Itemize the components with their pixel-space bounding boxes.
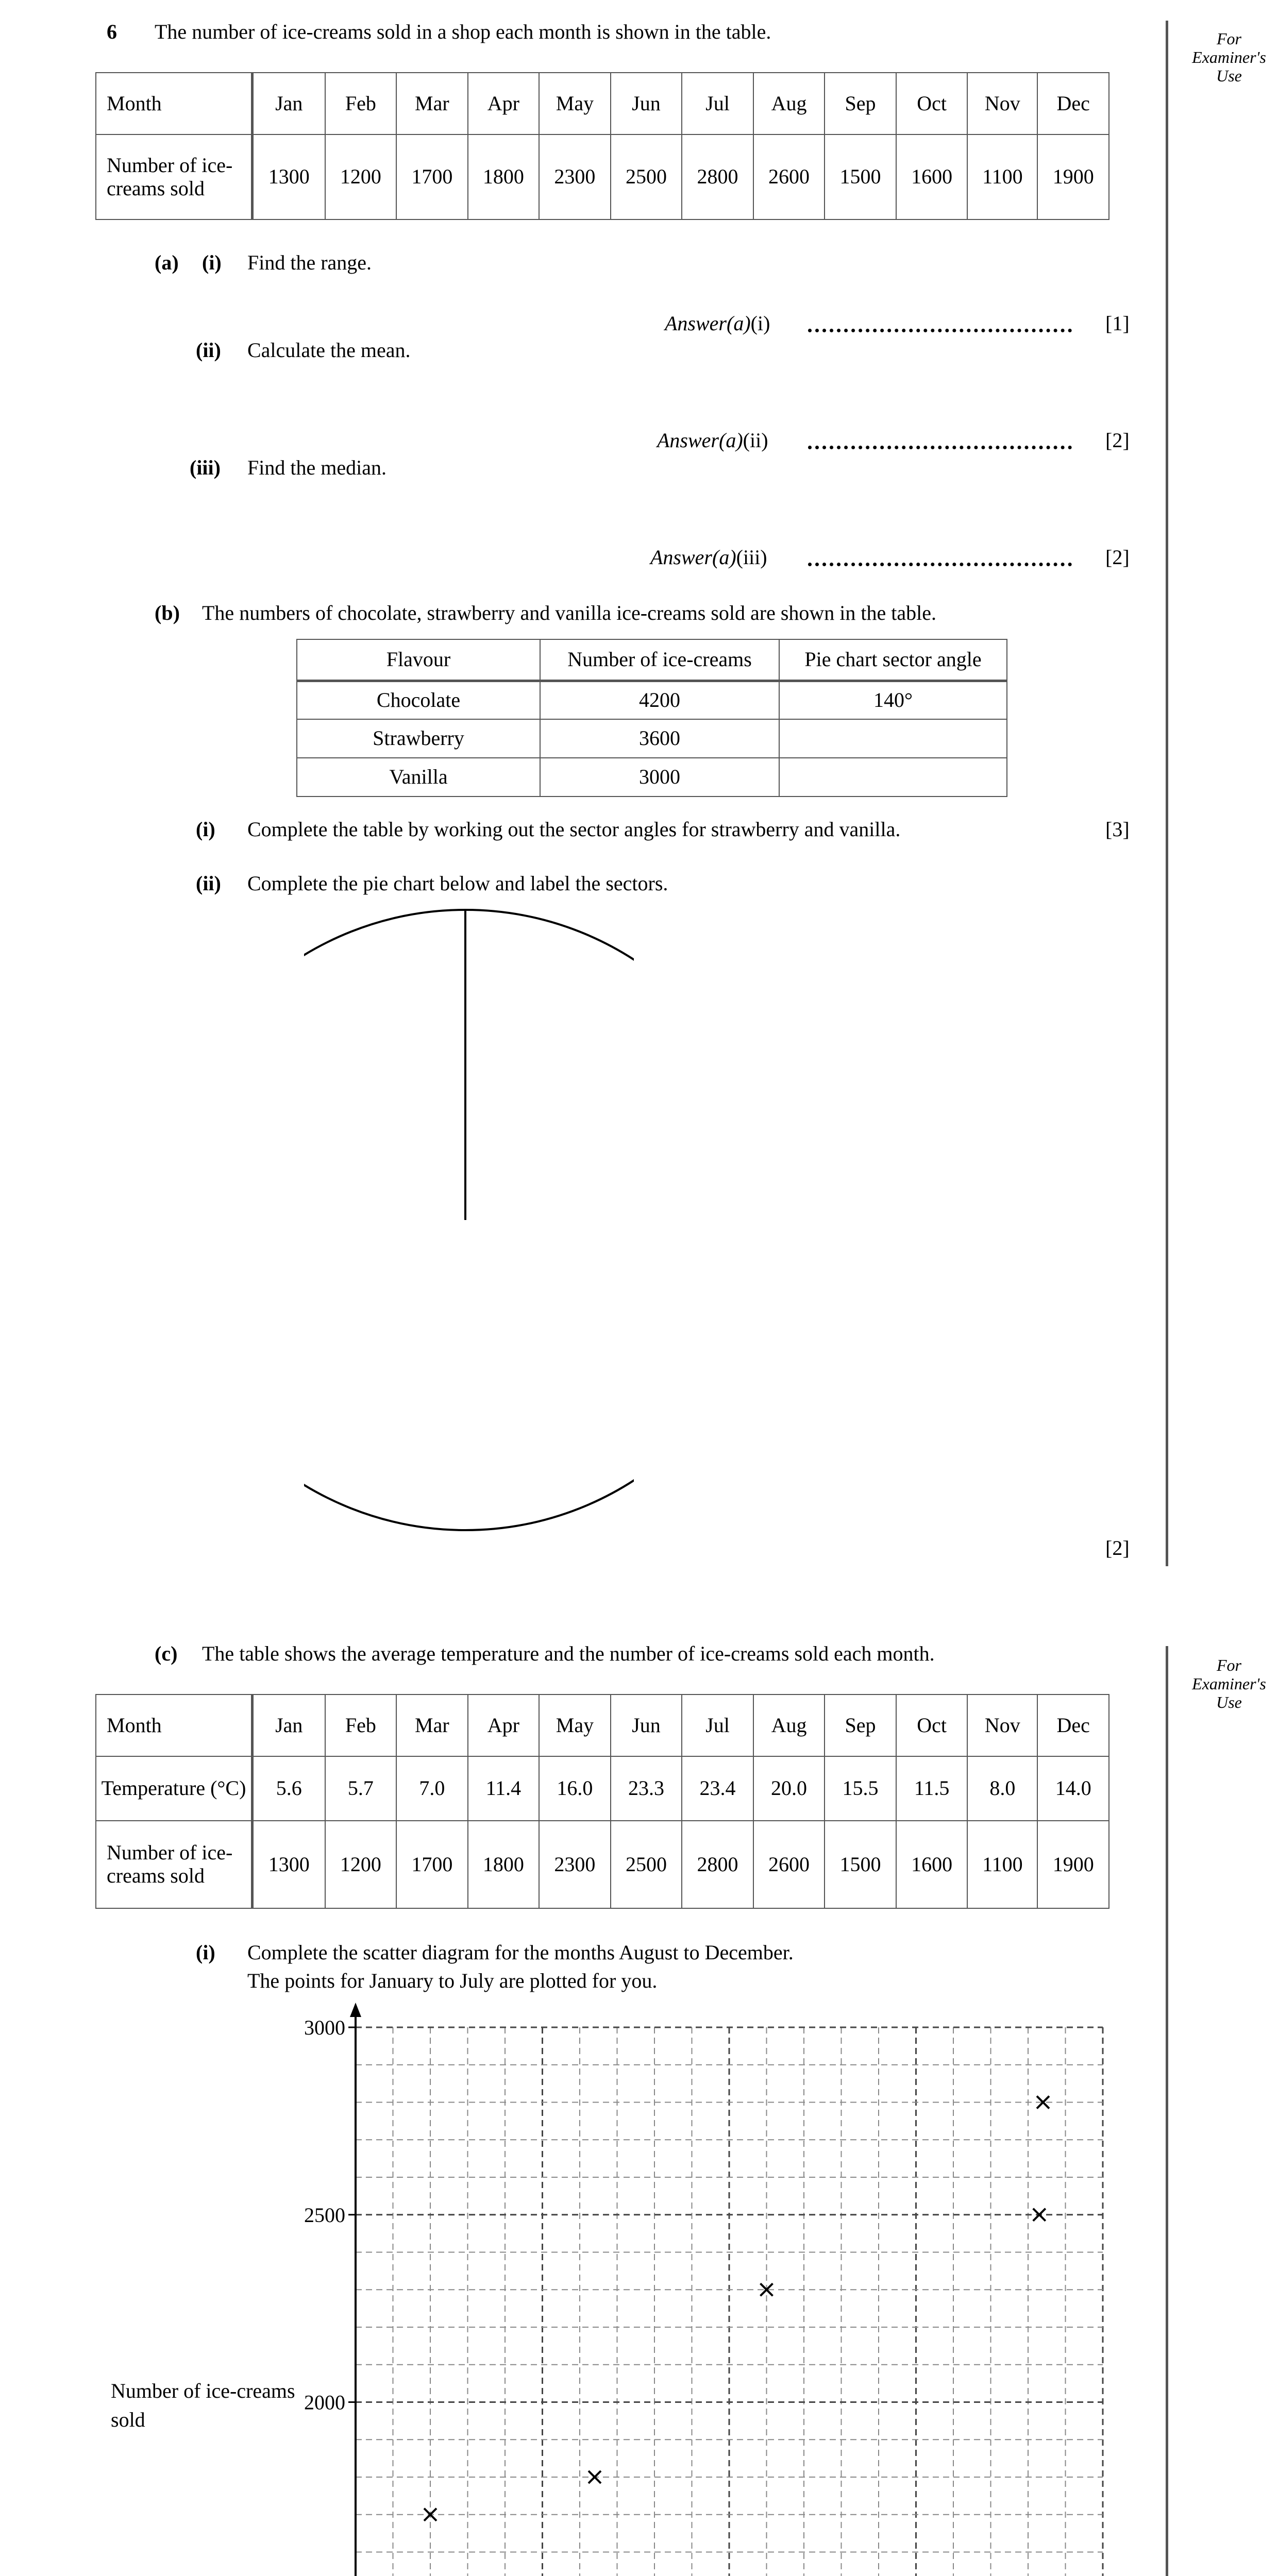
sales-cell: 1700 bbox=[396, 1821, 468, 1908]
sales-cell: 1200 bbox=[325, 134, 397, 219]
sales-cell: 1300 bbox=[253, 134, 325, 219]
sales-cell: 1600 bbox=[896, 1821, 968, 1908]
y-tick-label: 2500 bbox=[304, 2203, 345, 2227]
month-cell: Jan bbox=[253, 1694, 325, 1756]
part-b-i-label: (i) bbox=[196, 818, 215, 841]
month-cell: Nov bbox=[967, 73, 1037, 134]
temp-cell: 14.0 bbox=[1037, 1756, 1109, 1821]
marks-a-iii: [2] bbox=[1105, 546, 1130, 569]
part-c-i-label: (i) bbox=[196, 1941, 215, 1964]
month-cell: Sep bbox=[825, 1694, 896, 1756]
scatter-diagram[interactable] bbox=[258, 1999, 1165, 2576]
sales-cell: 1100 bbox=[967, 134, 1037, 219]
angle-input-cell[interactable] bbox=[779, 758, 1007, 796]
row-header-sales: Number of ice-creams sold bbox=[96, 1821, 253, 1908]
month-cell: Aug bbox=[753, 73, 825, 134]
part-a-i-label: (i) bbox=[202, 251, 222, 274]
angle-input-cell[interactable] bbox=[779, 719, 1007, 758]
pie-chart[interactable] bbox=[304, 907, 634, 1546]
part-c-label: (c) bbox=[155, 1642, 178, 1665]
answer-a-ii-line[interactable] bbox=[808, 446, 1072, 449]
part-b-ii-text: Complete the pie chart below and label the sectors. bbox=[247, 872, 668, 895]
month-cell: May bbox=[539, 73, 611, 134]
answer-a-i-label: Answer(a)(i) bbox=[665, 312, 770, 335]
marks-a-ii: [2] bbox=[1105, 429, 1130, 452]
sales-cell: 2800 bbox=[682, 134, 753, 219]
sales-cell: 1100 bbox=[967, 1821, 1037, 1908]
temp-cell: 7.0 bbox=[396, 1756, 468, 1821]
row-header-month: Month bbox=[96, 73, 253, 134]
question-number: 6 bbox=[107, 20, 117, 43]
temp-cell: 5.7 bbox=[325, 1756, 397, 1821]
sales-cell: 2500 bbox=[611, 1821, 682, 1908]
part-a-ii-text: Calculate the mean. bbox=[247, 338, 411, 362]
scatter-ylabel: Number of ice-creams sold bbox=[111, 2379, 295, 2431]
temp-cell: 11.5 bbox=[896, 1756, 968, 1821]
flavour-cell: Chocolate bbox=[297, 681, 540, 719]
month-cell: Feb bbox=[325, 73, 397, 134]
sales-cell: 1800 bbox=[468, 134, 540, 219]
answer-a-ii-label: Answer(a)(ii) bbox=[657, 429, 768, 452]
flavour-table bbox=[296, 639, 1007, 797]
marks-b-ii: [2] bbox=[1105, 1536, 1130, 1560]
sales-cell: 1200 bbox=[325, 1821, 397, 1908]
part-c-i-text1: Complete the scatter diagram for the months August to December. bbox=[247, 1941, 794, 1964]
temp-cell: 8.0 bbox=[967, 1756, 1037, 1821]
flavour-header: Flavour bbox=[297, 639, 540, 681]
sales-cell: 1300 bbox=[253, 1821, 325, 1908]
angle-cell: 140° bbox=[779, 681, 1007, 719]
temp-cell: 11.4 bbox=[468, 1756, 540, 1821]
part-c-i-text2: The points for January to July are plotted for you. bbox=[247, 1969, 658, 1992]
angle-header: Pie chart sector angle bbox=[779, 639, 1007, 681]
sales-cell: 1900 bbox=[1037, 1821, 1109, 1908]
sales-cell: 1600 bbox=[896, 134, 968, 219]
month-cell: Oct bbox=[896, 73, 968, 134]
part-a-iii-label: (iii) bbox=[190, 456, 221, 479]
month-cell: Dec bbox=[1037, 1694, 1109, 1756]
y-axis-arrow bbox=[350, 2003, 361, 2017]
number-cell: 3000 bbox=[540, 758, 779, 796]
sales-cell: 1500 bbox=[825, 134, 896, 219]
scatter-point-mar bbox=[424, 2509, 436, 2521]
sales-cell: 2600 bbox=[753, 1821, 825, 1908]
margin-rule-bottom bbox=[1166, 1646, 1168, 2576]
month-cell: Mar bbox=[396, 1694, 468, 1756]
part-b-ii-label: (ii) bbox=[196, 872, 221, 895]
margin-rule-top bbox=[1166, 21, 1168, 1566]
month-cell: Aug bbox=[753, 1694, 825, 1756]
answer-a-iii-line[interactable] bbox=[808, 563, 1072, 566]
temperature-table bbox=[95, 1694, 1109, 1909]
temp-cell: 16.0 bbox=[539, 1756, 611, 1821]
pie-circle[interactable] bbox=[304, 910, 634, 1530]
part-a-ii-label: (ii) bbox=[196, 338, 221, 362]
temp-cell: 5.6 bbox=[253, 1756, 325, 1821]
month-cell: Dec bbox=[1037, 73, 1109, 134]
scatter-point-jun bbox=[1033, 2209, 1046, 2221]
month-cell: Apr bbox=[468, 73, 540, 134]
answer-a-iii-label: Answer(a)(iii) bbox=[650, 546, 767, 569]
sales-cell: 2600 bbox=[753, 134, 825, 219]
part-a-label: (a) bbox=[155, 251, 179, 274]
row-header-temperature: Temperature (°C) bbox=[96, 1756, 253, 1821]
month-cell: Apr bbox=[468, 1694, 540, 1756]
temp-cell: 23.4 bbox=[682, 1756, 753, 1821]
month-cell: Oct bbox=[896, 1694, 968, 1756]
month-cell: Jun bbox=[611, 73, 682, 134]
y-tick-label: 3000 bbox=[304, 2016, 345, 2039]
month-cell: Mar bbox=[396, 73, 468, 134]
month-cell: May bbox=[539, 1694, 611, 1756]
part-a-iii-text: Find the median. bbox=[247, 456, 386, 479]
number-cell: 4200 bbox=[540, 681, 779, 719]
month-cell: Jan bbox=[253, 73, 325, 134]
sales-cell: 1700 bbox=[396, 134, 468, 219]
sales-cell: 2300 bbox=[539, 1821, 611, 1908]
part-b-i-text: Complete the table by working out the sector angles for strawberry and vanilla. bbox=[247, 818, 901, 841]
month-cell: Sep bbox=[825, 73, 896, 134]
month-cell: Feb bbox=[325, 1694, 397, 1756]
sales-cell: 1900 bbox=[1037, 134, 1109, 219]
month-cell: Jun bbox=[611, 1694, 682, 1756]
temp-cell: 23.3 bbox=[611, 1756, 682, 1821]
month-cell: Jul bbox=[682, 73, 753, 134]
row-header-month: Month bbox=[96, 1694, 253, 1756]
temp-cell: 15.5 bbox=[825, 1756, 896, 1821]
month-cell: Nov bbox=[967, 1694, 1037, 1756]
question-intro: The number of ice-creams sold in a shop each month is shown in the table. bbox=[155, 20, 771, 43]
part-c-text: The table shows the average temperature and the number of ice-creams sold each month. bbox=[202, 1642, 935, 1665]
sales-cell: 1500 bbox=[825, 1821, 896, 1908]
sales-cell: 2500 bbox=[611, 134, 682, 219]
sales-cell: 1800 bbox=[468, 1821, 540, 1908]
temp-cell: 20.0 bbox=[753, 1756, 825, 1821]
part-b-label: (b) bbox=[155, 601, 180, 624]
part-b-text: The numbers of chocolate, strawberry and vanilla ice-creams sold are shown in the table. bbox=[202, 601, 937, 624]
scatter-point-apr bbox=[588, 2471, 601, 2483]
answer-a-i-line[interactable] bbox=[808, 329, 1072, 332]
row-header-sales: Number of ice-creams sold bbox=[96, 134, 253, 219]
examiner-use-label: For Examiner's Use bbox=[1192, 29, 1266, 85]
number-cell: 3600 bbox=[540, 719, 779, 758]
y-tick-label: 2000 bbox=[304, 2391, 345, 2414]
sales-cell: 2800 bbox=[682, 1821, 753, 1908]
examiner-use-label-2: For Examiner's Use bbox=[1192, 1656, 1266, 1711]
marks-b-i: [3] bbox=[1105, 818, 1130, 841]
marks-a-i: [1] bbox=[1105, 312, 1130, 335]
flavour-cell: Strawberry bbox=[297, 719, 540, 758]
part-a-i-text: Find the range. bbox=[247, 251, 372, 274]
number-header: Number of ice-creams bbox=[540, 639, 779, 681]
flavour-cell: Vanilla bbox=[297, 758, 540, 796]
sales-cell: 2300 bbox=[539, 134, 611, 219]
monthly-sales-table bbox=[95, 72, 1109, 220]
month-cell: Jul bbox=[682, 1694, 753, 1756]
